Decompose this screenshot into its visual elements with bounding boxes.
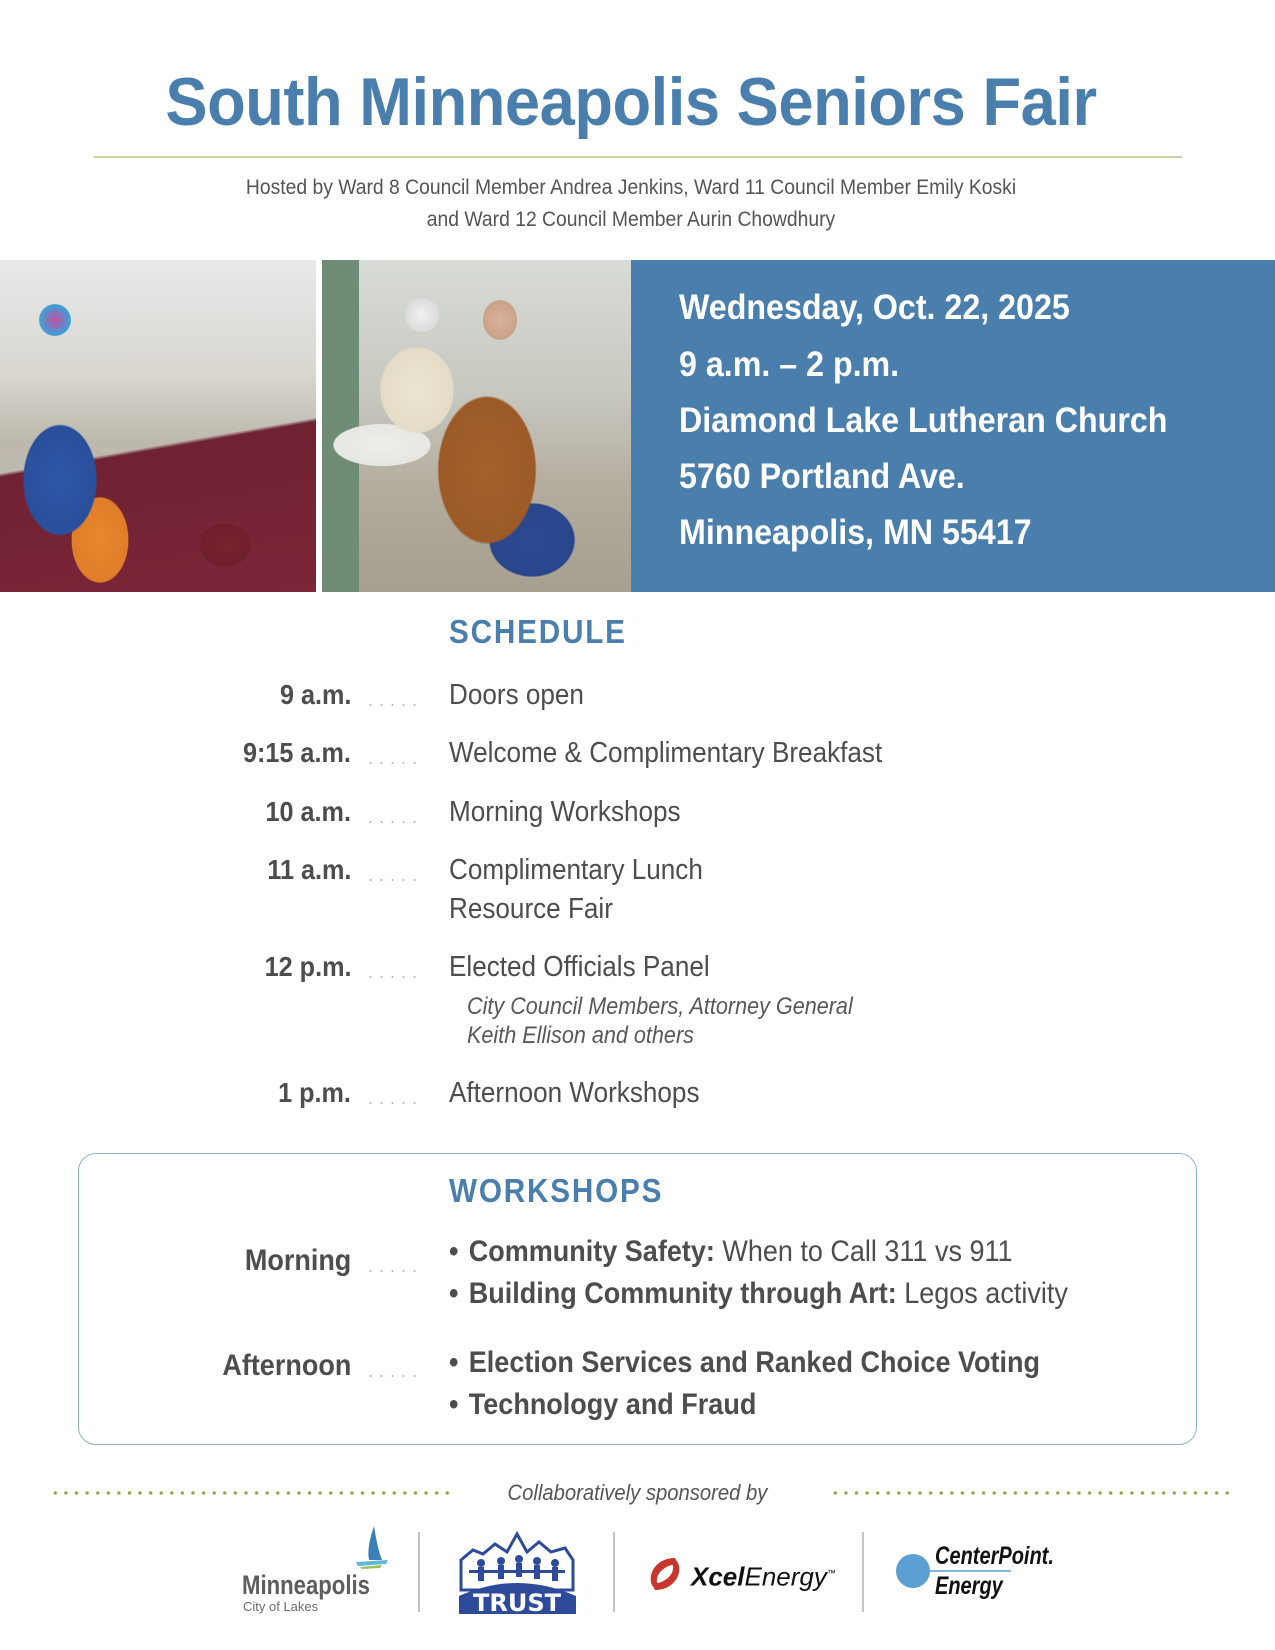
sponsored-by-label: Collaboratively sponsored by xyxy=(507,1480,768,1505)
hosted-by-line-2: and Ward 12 Council Member Aurin Chowdhury xyxy=(426,208,836,231)
event-city: Minneapolis, MN 55417 xyxy=(679,513,1032,552)
dot-leader xyxy=(365,1270,423,1272)
minneapolis-wordmark: Minneapolis xyxy=(242,1570,370,1600)
xcel-swoosh-icon xyxy=(645,1554,685,1594)
dotted-divider-right xyxy=(830,1491,1230,1495)
schedule-time: 12 p.m. xyxy=(264,951,351,982)
photo-resource-tables xyxy=(0,260,316,592)
energy-wordmark: Energy xyxy=(935,1572,1003,1600)
bullet-icon: • xyxy=(449,1235,459,1268)
workshop-item: • Technology and Fraud xyxy=(449,1386,756,1424)
event-venue: Diamond Lake Lutheran Church xyxy=(679,401,1168,440)
schedule-activity: Doors open xyxy=(449,679,584,711)
schedule-time: 9:15 a.m. xyxy=(243,737,351,768)
schedule-time: 9 a.m. xyxy=(279,679,351,710)
logo-separator xyxy=(418,1532,420,1612)
minneapolis-tagline: City of Lakes xyxy=(243,1599,319,1614)
xcel-energy-logo xyxy=(643,1552,843,1596)
logo-separator xyxy=(613,1532,615,1612)
dot-leader xyxy=(365,821,423,823)
schedule-heading: SCHEDULE xyxy=(449,613,627,650)
dot-leader xyxy=(365,976,423,978)
trust-wordmark: TRUST xyxy=(473,1589,561,1614)
xcel-wordmark: XcelEnergy™ xyxy=(691,1561,836,1592)
logo-separator xyxy=(862,1532,864,1612)
dot-leader xyxy=(365,1102,423,1104)
hosted-by-line-1: Hosted by Ward 8 Council Member Andrea Jenkins, Ward 11 Council Member Emily Koski xyxy=(245,176,1017,199)
dot-leader xyxy=(365,1375,423,1377)
schedule-note: Keith Ellison and others xyxy=(467,1022,694,1049)
event-info-panel xyxy=(631,260,1275,592)
centerpoint-wordmark: CenterPoint. xyxy=(935,1542,1054,1570)
schedule-activity: Complimentary Lunch xyxy=(449,854,703,886)
schedule-time: 1 p.m. xyxy=(278,1077,351,1108)
workshop-group-morning: Morning xyxy=(244,1244,351,1277)
event-time: 9 a.m. – 2 p.m. xyxy=(679,345,900,384)
schedule-activity: Afternoon Workshops xyxy=(449,1077,700,1109)
schedule-note: City Council Members, Attorney General xyxy=(467,993,853,1020)
page-title: South Minneapolis Seniors Fair xyxy=(165,64,1097,140)
title-divider xyxy=(94,156,1182,158)
bullet-icon: • xyxy=(449,1277,459,1310)
workshop-group-afternoon: Afternoon xyxy=(222,1349,351,1382)
event-street: 5760 Portland Ave. xyxy=(679,457,965,496)
bullet-icon: • xyxy=(449,1388,459,1421)
schedule-activity: Morning Workshops xyxy=(449,796,681,828)
trust-emblem-icon xyxy=(455,1530,580,1614)
schedule-time: 10 a.m. xyxy=(265,796,351,827)
trust-logo xyxy=(455,1530,580,1614)
dot-leader xyxy=(365,762,423,764)
photo-seated-attendees xyxy=(322,260,631,592)
dot-leader xyxy=(365,704,423,706)
schedule-activity: Elected Officials Panel xyxy=(449,951,710,983)
minneapolis-logo xyxy=(240,1528,390,1614)
schedule-activity: Resource Fair xyxy=(449,893,613,925)
bullet-icon: • xyxy=(449,1346,459,1379)
centerpoint-energy-logo xyxy=(893,1540,1063,1610)
dot-leader xyxy=(365,879,423,881)
sailboat-icon xyxy=(352,1524,392,1574)
workshop-item: • Community Safety: When to Call 311 vs 911 xyxy=(449,1233,1012,1271)
workshop-item: • Building Community through Art: Legos activity xyxy=(449,1275,1068,1313)
workshop-item: • Election Services and Ranked Choice Voting xyxy=(449,1344,1040,1382)
workshops-heading: WORKSHOPS xyxy=(449,1172,664,1209)
event-date: Wednesday, Oct. 22, 2025 xyxy=(679,288,1070,327)
schedule-time: 11 a.m. xyxy=(266,854,351,885)
schedule-activity: Welcome & Complimentary Breakfast xyxy=(449,737,883,769)
